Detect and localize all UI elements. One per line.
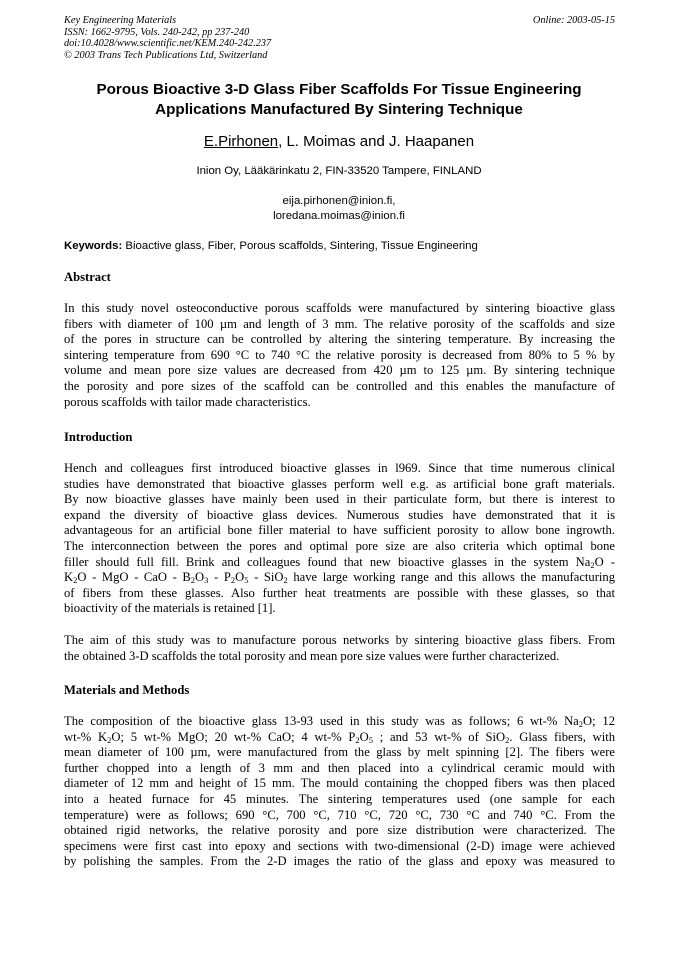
title-line-1: Porous Bioactive 3-D Glass Fiber Scaffolds For Tissue Engineering bbox=[96, 81, 582, 98]
intro-line-formula: $K_2O$ - MgO - CaO - $B_2O_3 - P_2O_5 - SiO_2$ have large working range and this allows the manufacturing bbox=[64, 570, 615, 586]
methods-line: specimens were first cast into epoxy and sections with two-dimensional (2-D) image were achieved bbox=[64, 838, 615, 853]
journal-name: Key Engineering Materials bbox=[64, 15, 177, 26]
methods-line: by polishing the samples. From the 2-D images the ratio of the glass and epoxy was measured to bbox=[64, 854, 615, 869]
methods-line-formula: The composition of the bioactive glass 13-93 used in this study was as follows; 6 wt-% $Na_2O$; 12 bbox=[64, 714, 615, 729]
doi-line: doi:10.4028/www.scientific.net/KEM.240-242.237 bbox=[64, 38, 272, 50]
methods-line: obtained rigid networks, the relative porosity and pore size distribution were characterized. The bbox=[64, 823, 615, 838]
keywords-text: Bioactive glass, Fiber, Porous scaffolds, Sintering, Tissue Engineering bbox=[122, 240, 478, 252]
methods-line: mean diameter of 100 µm, were manufactured from the glass by melt spinning [2]. The fibers were bbox=[64, 745, 615, 760]
paper-title bbox=[60, 80, 618, 120]
intro-line: studies have demonstrated that bioactive glasses perform well e.g. as artificial bone graft materials. bbox=[64, 476, 615, 491]
first-author: E.Pirhonen bbox=[203, 133, 279, 150]
keywords-label: Keywords: bbox=[64, 240, 123, 252]
methods-line: further chopped into a length of 3 mm and then placed into a cylindrical ceramic mould with bbox=[64, 760, 615, 775]
intro-line: bioactivity of the materials is retained [1]. bbox=[64, 601, 276, 616]
intro-line: The interconnection between the pores and optimal pore size are also criteria which optimal bone bbox=[64, 538, 615, 553]
abstract-line: volume and mean pore size values are decreased from 420 µm to 125 µm. By sintering technique bbox=[64, 363, 615, 378]
introduction-paragraph-1 bbox=[64, 461, 615, 617]
intro-line-formula: filler should full fill. Brink and colleagues found that new bioactive glasses in the system $Na_2O$ - bbox=[64, 554, 615, 570]
author-emails bbox=[60, 194, 618, 224]
methods-line: temperature) were as follows; 690 °C, 700 °C, 710 °C, 720 °C, 730 °C and 740 °C. From the bbox=[64, 807, 615, 822]
intro-line: Hench and colleagues first introduced bioactive glasses in l969. Since that time numerous clinical bbox=[64, 461, 615, 475]
abstract-line: porous scaffolds with tailor made characteristics. bbox=[64, 394, 311, 409]
email-1: eija.pirhonen@inion.fi, bbox=[282, 195, 396, 207]
abstract-heading: Abstract bbox=[64, 270, 111, 284]
affiliation: Inion Oy, Lääkärinkatu 2, FIN-33520 Tampere, FINLAND bbox=[196, 165, 482, 177]
abstract-line: fibers with diameter of 100 µm and length of 3 mm. The relative porosity of the scaffolds and size bbox=[64, 316, 615, 331]
abstract-line: sintering temperature from 690 °C to 740 °C the relative porosity is decreased from 80% to 5 % by bbox=[64, 347, 615, 362]
keywords bbox=[64, 239, 624, 254]
methods-line: diameter of 12 mm and height of 15 mm. The mould containing the chopped fibers was then placed bbox=[64, 776, 615, 791]
intro-line: advantageous for an artificial bone filler material to have sufficient porosity to allow bone ingrowth. bbox=[64, 523, 615, 538]
online-date: Online: 2003-05-15 bbox=[532, 15, 615, 26]
intro-line: The aim of this study was to manufacture porous networks by sintering bioactive glass fibers. From bbox=[64, 633, 615, 647]
abstract-line: the porosity and pore sizes of the scaffold can be controlled and this enables the manufacture of bbox=[64, 378, 615, 393]
methods-line: into a heated furnace for 45 minutes. The sintering temperatures used (one sample for each bbox=[64, 791, 615, 806]
intro-line: the obtained 3-D scaffolds the total porosity and mean pore size values were further characterized. bbox=[64, 648, 560, 663]
intro-line: expand the diversity of bioactive glass devices. Numerous studies have demonstrated that it is bbox=[64, 507, 615, 522]
intro-line: By now bioactive glasses have mainly been used in their particulate form, but there is interest to bbox=[64, 492, 615, 507]
issn-line: ISSN: 1662-9795, Vols. 240-242, pp 237-240 bbox=[64, 26, 250, 38]
methods-line-formula: wt-% $K_2O$; 5 wt-% MgO; 20 wt-% CaO; 4 wt-% $P_2O_5$ ; and 53 wt-% of SiO$_2$. Glass fibers, with bbox=[64, 729, 615, 745]
introduction-heading: Introduction bbox=[64, 430, 133, 444]
intro-line: of fibers from these glasses. Also further heat treatments are possible with these glasses, so that bbox=[64, 585, 615, 600]
abstract-line: In this study novel osteoconductive porous scaffolds were manufactured by sintering bioactive glass bbox=[64, 301, 615, 315]
copyright-line: © 2003 Trans Tech Publications Ltd, Switzerland bbox=[64, 49, 268, 61]
journal-header bbox=[64, 15, 615, 61]
title-line-2: Applications Manufactured By Sintering Technique bbox=[155, 101, 523, 118]
authors bbox=[60, 132, 618, 152]
methods-paragraph bbox=[64, 714, 615, 870]
introduction-paragraph-2 bbox=[64, 633, 615, 664]
abstract-body bbox=[64, 301, 615, 410]
email-2: loredana.moimas@inion.fi bbox=[273, 210, 405, 222]
abstract-line: of the pores in structure can be controlled by altering the sintering temperature. By increasing the bbox=[64, 332, 615, 347]
methods-heading: Materials and Methods bbox=[64, 683, 190, 697]
other-authors: , L. Moimas and J. Haapanen bbox=[278, 133, 475, 150]
